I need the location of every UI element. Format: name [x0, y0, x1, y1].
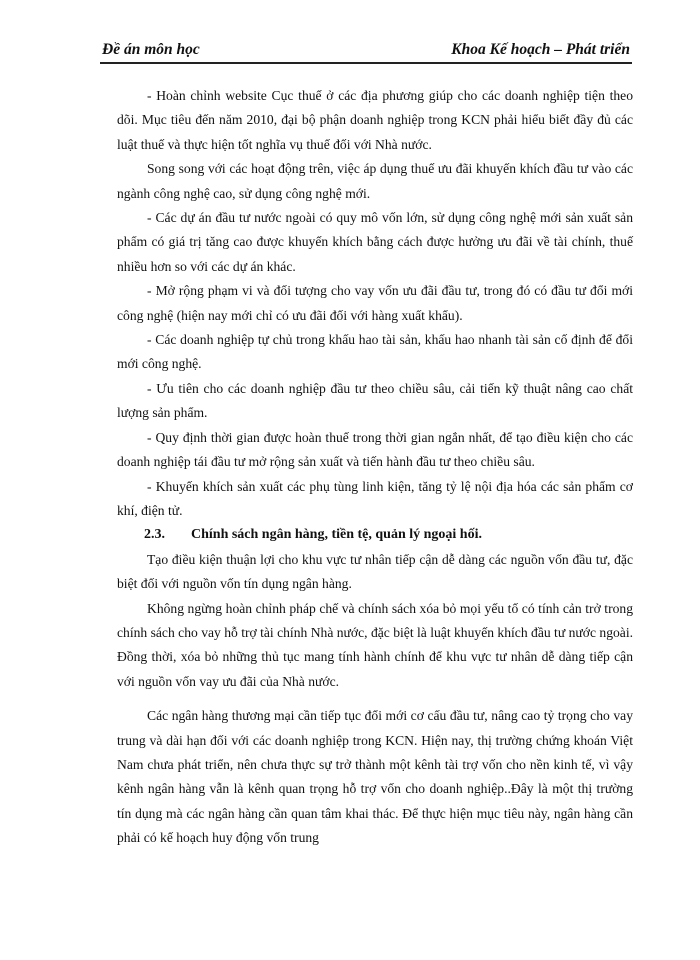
- section-number: 2.3.: [144, 527, 165, 543]
- page-header: [100, 40, 632, 64]
- header-faculty-name: Khoa Kế hoạch – Phát triển: [451, 41, 630, 58]
- paragraph: - Quy định thời gian được hoàn thuế trong thời gian ngắn nhất, để tạo điều kiện cho các doanh nghiệp tái đầu tư mở rộng sản xuất và tiến hành đầu tư theo chiều sâu.: [117, 429, 633, 470]
- paragraph: Song song với các hoạt động trên, việc áp dụng thuế ưu đãi khuyến khích đầu tư vào các ngành công nghệ cao, sử dụng công nghệ mới.: [117, 161, 633, 201]
- paragraph: - Khuyến khích sản xuất các phụ tùng linh kiện, tăng tỷ lệ nội địa hóa các sản phẩm cơ khí, điện tử.: [117, 478, 633, 518]
- paragraph: Các ngân hàng thương mại cần tiếp tục đổi mới cơ cấu đầu tư, nâng cao tỷ trọng cho vay trung và dài hạn đối với các doanh nghiệp trong KCN. Hiện nay, thị trường chứng khoán Việt Nam chưa phát triển, nên chưa thực sự trở thành một kênh tài trợ vốn cho nền kinh tế, vì vậy kênh ngân hàng vẫn là kênh quan trọng hỗ trợ vốn cho doanh nghiệp..Đây là một thị trường tín dụng mà các ngân hàng cần quan tâm khai thác. Để thực hiện mục tiêu này, ngân hàng cần phải có kế hoạch huy động vốn trung: [117, 708, 633, 846]
- paragraph: - Hoàn chỉnh website Cục thuế ở các địa phương giúp cho các doanh nghiệp tiện theo dõi. Mục tiêu đến năm 2010, đại bộ phận doanh nghiệp trong KCN phải hiểu biết đầy đủ các luật thuế và thực hiện tốt nghĩa vụ thuế đối với Nhà nước.: [117, 88, 633, 152]
- paragraph-spacer: [117, 694, 633, 704]
- paragraph: - Ưu tiên cho các doanh nghiệp đầu tư theo chiều sâu, cải tiến kỹ thuật nâng cao chất lượng sản phẩm.: [117, 380, 633, 421]
- section-title: Chính sách ngân hàng, tiền tệ, quản lý ngoại hối.: [191, 527, 482, 543]
- header-course-title: Đề án môn học: [102, 41, 200, 58]
- document-body: [117, 84, 633, 851]
- paragraph: Tạo điều kiện thuận lợi cho khu vực tư nhân tiếp cận dễ dàng các nguồn vốn đầu tư, đặc biệt đối với nguồn vốn tín dụng ngân hàng.: [117, 551, 633, 592]
- paragraph: Không ngừng hoàn chỉnh pháp chế và chính sách xóa bỏ mọi yếu tố có tính cản trở trong chính sách cho vay hỗ trợ tài chính Nhà nước, đặc biệt là luật khuyến khích đầu tư nước ngoài. Đồng thời, xóa bỏ những thủ tục mang tính hành chính để khu vực tư nhân dễ dàng tiếp cận với nguồn vốn vay ưu đãi của Nhà nước.: [117, 600, 633, 689]
- paragraph: - Mở rộng phạm vi và đối tượng cho vay vốn ưu đãi đầu tư, trong đó có đầu tư đổi mới công nghệ (hiện nay mới chỉ có ưu đãi đối với hàng xuất khẩu).: [117, 283, 633, 323]
- paragraph: - Các doanh nghiệp tự chủ trong khấu hao tài sản, khấu hao nhanh tài sản cố định để đổi mới công nghệ.: [117, 332, 633, 372]
- section-heading: [117, 523, 633, 547]
- paragraph: - Các dự án đầu tư nước ngoài có quy mô vốn lớn, sử dụng công nghệ mới sản xuất sản phẩm có giá trị tăng cao được khuyến khích bằng cách được hưởng ưu đãi về tài chính, thuế nhiều hơn so với các dự án khác.: [117, 210, 633, 274]
